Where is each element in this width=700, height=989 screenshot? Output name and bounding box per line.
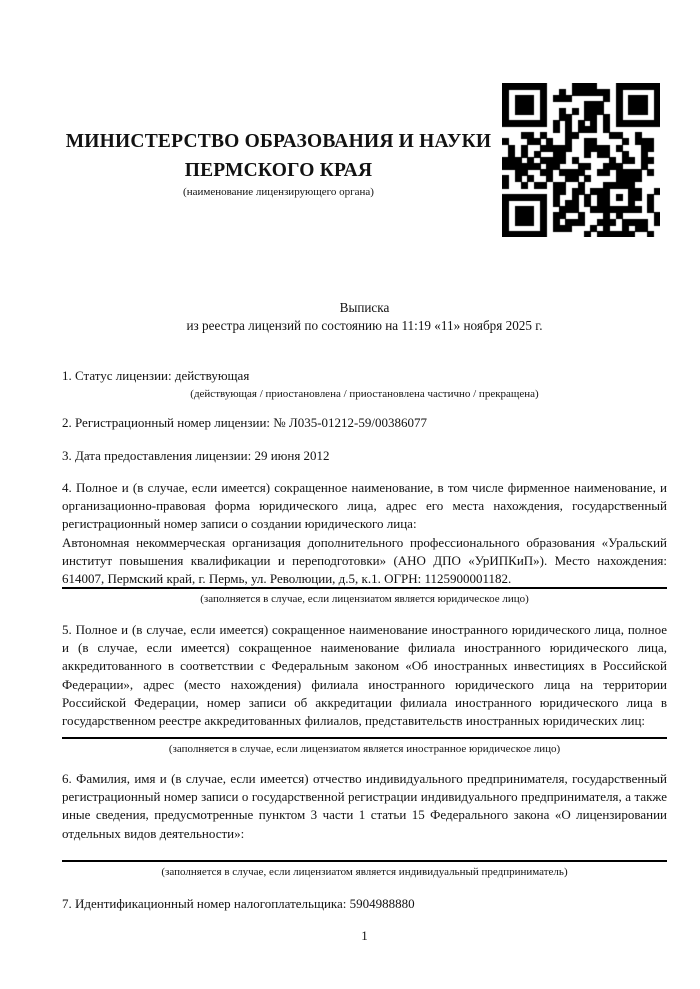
fill-line-foreign-entity	[62, 737, 667, 739]
section-individual-entrepreneur-caption: (заполняется в случае, если лицензиатом является индивидуальный предприниматель)	[161, 866, 568, 878]
licensing-authority-header	[62, 127, 495, 199]
section-license-date: 3. Дата предоставления лицензии: 29 июня 2012	[62, 448, 330, 463]
document-title	[62, 299, 667, 335]
ministry-name-line2: ПЕРМСКОГО КРАЯ	[184, 160, 373, 181]
title-line1: Выписка	[339, 300, 390, 315]
page-number: 1	[361, 928, 368, 943]
ministry-caption: (наименование лицензирующего органа)	[183, 186, 374, 198]
title-line2: из реестра лицензий по состоянию на 11:19 «11» ноября 2025 г.	[186, 318, 543, 334]
section-license-status: 1. Статус лицензии: действующая	[62, 368, 250, 383]
section-license-status-caption: (действующая / приостановлена / приостановлена частично / прекращена)	[190, 388, 539, 400]
fill-line-individual-entrepreneur	[62, 860, 667, 862]
qr-code-icon	[502, 83, 660, 237]
section-legal-entity-value: Автономная некоммерческая организация дополнительного профессионального образования «Уральский институт повышения квалификации и переподготовки» (АНО ДПО «УрИПКиП»). Место нахождения: 614007, Пермский край, г. Пермь, ул. Революции, д.5, к.1. ОГРН: 1125900001182.	[62, 534, 667, 587]
section-foreign-entity: 5. Полное и (в случае, если имеется) сокращенное наименование иностранного юридического лица, полное и (в случае, если имеется) сокращенное наименование филиала иностранного юридического лица, аккредитованного в соответствии с Федеральным законом «Об иностранных инвестициях в Российской Федерации», адрес (место нахождения) филиала иностранного юридического лица на территории Российской Федерации, номер записи об аккредитации филиала иностранного юридического лица в государственном реестре аккредитованных филиалов, представительств иностранных юридических лиц:	[62, 622, 667, 729]
section-foreign-entity-caption: (заполняется в случае, если лицензиатом является иностранное юридическое лицо)	[168, 743, 561, 755]
fill-line-legal-entity	[62, 587, 667, 589]
section-legal-entity-caption: (заполняется в случае, если лицензиатом является юридическое лицо)	[200, 593, 529, 605]
section-legal-entity-intro: 4. Полное и (в случае, если имеется) сокращенное наименование, в том числе фирменное наименование, и организационно-правовая форма юридического лица, адрес его места нахождения, государственный регистрационный номер записи о создании юридического лица:	[62, 480, 667, 532]
section-legal-entity	[62, 479, 667, 588]
ministry-name-line1: МИНИСТЕРСТВО ОБРАЗОВАНИЯ И НАУКИ	[65, 131, 492, 152]
section-taxpayer-id: 7. Идентификационный номер налогоплательщика: 5904988880	[62, 896, 415, 911]
section-registration-number: 2. Регистрационный номер лицензии: № Л035-01212-59/00386077	[62, 415, 428, 430]
section-individual-entrepreneur: 6. Фамилия, имя и (в случае, если имеется) отчество индивидуального предпринимателя, государственный регистрационный номер записи о государственной регистрации индивидуального предпринимателя, а также иные сведения, предусмотренные пунктом 3 части 1 статьи 15 Федерального закона «О лицензировании отдельных видов деятельности»:	[62, 771, 667, 841]
